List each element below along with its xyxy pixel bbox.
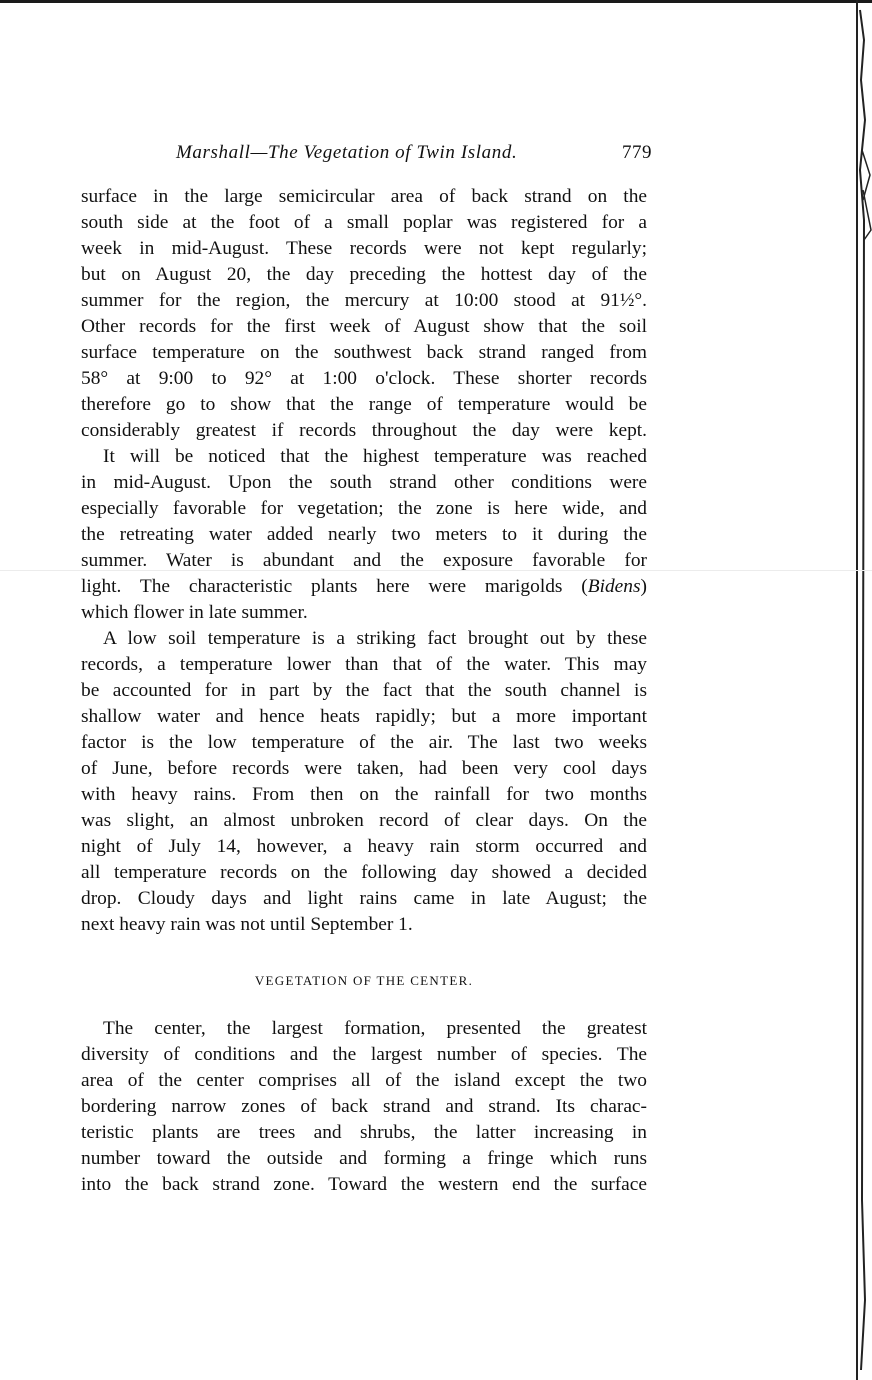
- text-line: night of July 14, however, a heavy rain storm occurred and: [81, 836, 647, 857]
- text-line: week in mid-August. These records were not kept regularly;: [81, 238, 647, 259]
- scan-binding-marks: [858, 0, 872, 1380]
- section-heading-block: [81, 938, 647, 1016]
- text-line: be accounted for in part by the fact that the south channel is: [81, 680, 647, 701]
- text-line: summer for the region, the mercury at 10:00 stood at 91½°.: [81, 290, 647, 311]
- text-line: with heavy rains. From then on the rainfall for two months: [81, 784, 647, 805]
- text-line: all temperature records on the following day showed a decided: [81, 862, 647, 883]
- text-line-with-italic: [81, 574, 647, 600]
- text-line: in mid-August. Upon the south strand other conditions were: [81, 472, 647, 493]
- text-line: bordering narrow zones of back strand and strand. Its charac-: [81, 1096, 647, 1117]
- text-line: was slight, an almost unbroken record of clear days. On the: [81, 810, 647, 831]
- text-line: 58° at 9:00 to 92° at 1:00 o'clock. These shorter records: [81, 368, 647, 389]
- text-line: next heavy rain was not until September 1.: [81, 914, 413, 935]
- text-line: records, a temperature lower than that of the water. This may: [81, 654, 647, 675]
- text-line: area of the center comprises all of the island except the two: [81, 1070, 647, 1091]
- text-line: south side at the foot of a small poplar was registered for a: [81, 212, 647, 233]
- text-line: considerably greatest if records throughout the day were kept.: [81, 420, 647, 441]
- paragraph-1: [81, 184, 647, 444]
- text-line: surface in the large semicircular area of back strand on the: [81, 186, 647, 207]
- text-line: especially favorable for vegetation; the zone is here wide, and: [81, 498, 647, 519]
- text-line: number toward the outside and forming a fringe which runs: [81, 1148, 647, 1169]
- text-line: into the back strand zone. Toward the western end the surface: [81, 1174, 647, 1195]
- text-line: The center, the largest formation, presented the greatest: [103, 1018, 647, 1039]
- text-line: which flower in late summer.: [81, 602, 308, 623]
- text-fragment: light. The characteristic plants here were marigolds (: [81, 576, 588, 597]
- paragraph-3: [81, 626, 647, 938]
- body-text: [81, 184, 647, 1198]
- page-number: 779: [622, 142, 652, 163]
- text-line: shallow water and hence heats rapidly; but a more important: [81, 706, 647, 727]
- text-line: teristic plants are trees and shrubs, the latter increasing in: [81, 1122, 647, 1143]
- text-line: therefore go to show that the range of temperature would be: [81, 394, 647, 415]
- italic-term: Bidens: [587, 576, 641, 597]
- text-line: drop. Cloudy days and light rains came in late August; the: [81, 888, 647, 909]
- section-heading: VEGETATION OF THE CENTER.: [254, 973, 474, 988]
- text-line: diversity of conditions and the largest number of species. The: [81, 1044, 647, 1065]
- paragraph-4: [81, 1016, 647, 1198]
- scan-top-edge: [0, 0, 872, 3]
- text-line: summer. Water is abundant and the exposure favorable for: [81, 550, 647, 571]
- text-line: It will be noticed that the highest temperature was reached: [103, 446, 647, 467]
- text-line: surface temperature on the southwest back strand ranged from: [81, 342, 647, 363]
- paragraph-2: [81, 444, 647, 626]
- text-line: factor is the low temperature of the air. The last two weeks: [81, 732, 647, 753]
- running-header: [176, 142, 652, 168]
- running-title: Marshall—The Vegetation of Twin Island.: [176, 142, 518, 163]
- text-line: but on August 20, the day preceding the hottest day of the: [81, 264, 647, 285]
- text-line: the retreating water added nearly two meters to it during the: [81, 524, 647, 545]
- text-fragment: ): [640, 576, 647, 597]
- text-line: Other records for the first week of August show that the soil: [81, 316, 647, 337]
- text-line: of June, before records were taken, had been very cool days: [81, 758, 647, 779]
- text-line: A low soil temperature is a striking fact brought out by these: [103, 628, 647, 649]
